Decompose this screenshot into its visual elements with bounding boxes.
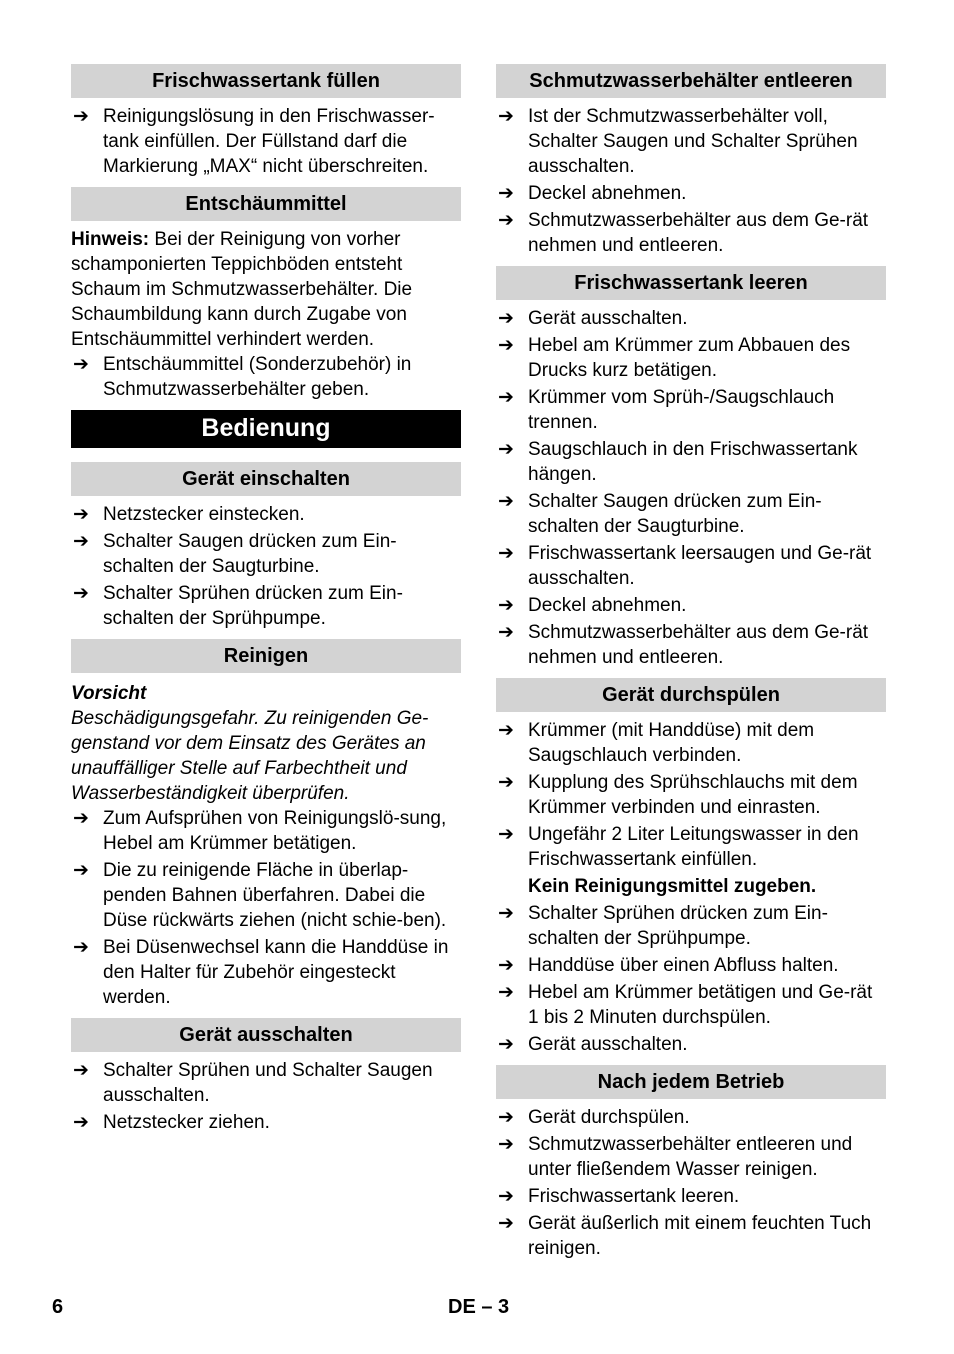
- arrow-right-icon: ➔: [498, 439, 514, 460]
- list-item: ➔ Saugschlauch in den Frischwassertank hängen.: [498, 439, 858, 485]
- hint-label: Hinweis:: [71, 229, 150, 250]
- list-item: ➔ Bei Düsenwechsel kann die Handdüse in den Halter für Zubehör eingesteckt werden.: [73, 937, 449, 1008]
- arrow-right-icon: ➔: [73, 1112, 89, 1133]
- arrow-right-icon: ➔: [498, 335, 514, 356]
- caution-label: Vorsicht: [71, 683, 147, 704]
- arrow-right-icon: ➔: [73, 531, 89, 552]
- step-list: [71, 806, 461, 1010]
- right-column: [496, 64, 886, 1269]
- list-item: ➔ Ist der Schmutzwasserbehälter voll, Schalter Saugen und Schalter Sprühen ausschalten.: [498, 106, 858, 177]
- left-column: [71, 64, 461, 1143]
- arrow-right-icon: ➔: [498, 903, 514, 924]
- arrow-right-icon: ➔: [73, 937, 89, 958]
- section-heading: Frischwassertank füllen: [71, 64, 461, 98]
- arrow-right-icon: ➔: [498, 106, 514, 127]
- section-heading: Frischwassertank leeren: [496, 266, 886, 300]
- hint-paragraph: [71, 227, 461, 352]
- arrow-right-icon: ➔: [498, 1034, 514, 1055]
- list-item: ➔ Deckel abnehmen.: [498, 595, 687, 616]
- list-item: ➔ Krümmer (mit Handdüse) mit dem Saugschlauch verbinden.: [498, 720, 815, 766]
- section-heading: Gerät einschalten: [71, 462, 461, 496]
- list-item: ➔ Die zu reinigende Fläche in überlap-penden Bahnen überfahren. Dabei die Düse rückwärts ziehen (nicht schie-ben).: [73, 860, 447, 931]
- arrow-right-icon: ➔: [498, 982, 514, 1003]
- list-item: ➔ Netzstecker ziehen.: [73, 1112, 270, 1133]
- list-item: ➔ Krümmer vom Sprüh-/Saugschlauch trennen.: [498, 387, 835, 433]
- hint-text: Bei der Reinigung von vorher schamponierten Teppichböden entsteht Schaum im Schmutzwasserbehälter. Die Schaumbildung kann durch Zugabe von Entschäummittel verhindert werden.: [71, 229, 413, 350]
- list-item: ➔ Gerät ausschalten.: [498, 1034, 688, 1055]
- step-list: [71, 352, 461, 402]
- list-item: ➔ Entschäummittel (Sonderzubehör) in Schmutzwasserbehälter geben.: [73, 354, 412, 400]
- arrow-right-icon: ➔: [498, 210, 514, 231]
- step-list: [71, 502, 461, 631]
- arrow-right-icon: ➔: [498, 824, 514, 845]
- list-item: ➔ Ungefähr 2 Liter Leitungswasser in den Frischwassertank einfüllen.: [498, 824, 859, 870]
- step-list: [71, 104, 461, 179]
- step-list: [496, 306, 886, 670]
- section-heading: Reinigen: [71, 639, 461, 673]
- list-item: ➔ Schmutzwasserbehälter entleeren und unter fließendem Wasser reinigen.: [498, 1134, 853, 1180]
- list-item: ➔ Reinigungslösung in den Frischwasser-tank einfüllen. Der Füllstand darf die Markierung „MAX“ nicht überschreiten.: [73, 106, 435, 177]
- list-item: ➔ Handdüse über einen Abfluss halten.: [498, 955, 839, 976]
- page-number: 6: [52, 1296, 64, 1318]
- section-heading: Gerät durchspülen: [496, 678, 886, 712]
- list-item: ➔ Schalter Sprühen drücken zum Ein-schalten der Sprühpumpe.: [73, 583, 403, 629]
- section-heading: Nach jedem Betrieb: [496, 1065, 886, 1099]
- list-item: ➔ Frischwassertank leersaugen und Ge-rät ausschalten.: [498, 543, 872, 589]
- list-item: ➔ Schalter Sprühen drücken zum Ein-schalten der Sprühpumpe.: [498, 903, 828, 949]
- list-item: ➔ Gerät äußerlich mit einem feuchten Tuch reinigen.: [498, 1213, 872, 1259]
- list-item: ➔ Schmutzwasserbehälter aus dem Ge-rät nehmen und entleeren.: [498, 210, 869, 256]
- section-heading: Schmutzwasserbehälter entleeren: [496, 64, 886, 98]
- list-item: ➔ Hebel am Krümmer zum Abbauen des Drucks kurz betätigen.: [498, 335, 851, 381]
- step-list: [496, 718, 886, 872]
- step-list: [496, 901, 886, 1057]
- arrow-right-icon: ➔: [498, 1107, 514, 1128]
- arrow-right-icon: ➔: [498, 1213, 514, 1234]
- step-list: [71, 1058, 461, 1135]
- arrow-right-icon: ➔: [498, 491, 514, 512]
- list-item: ➔ Hebel am Krümmer betätigen und Ge-rät 1 bis 2 Minuten durchspülen.: [498, 982, 873, 1028]
- arrow-right-icon: ➔: [498, 720, 514, 741]
- arrow-right-icon: ➔: [498, 1186, 514, 1207]
- list-item: ➔ Schalter Sprühen und Schalter Saugen ausschalten.: [73, 1060, 433, 1106]
- list-item: ➔ Schmutzwasserbehälter aus dem Ge-rät nehmen und entleeren.: [498, 622, 869, 668]
- list-item: ➔ Gerät durchspülen.: [498, 1107, 690, 1128]
- arrow-right-icon: ➔: [498, 595, 514, 616]
- arrow-right-icon: ➔: [498, 308, 514, 329]
- step-list: [496, 1105, 886, 1261]
- arrow-right-icon: ➔: [73, 504, 89, 525]
- arrow-right-icon: ➔: [73, 808, 89, 829]
- arrow-right-icon: ➔: [498, 387, 514, 408]
- arrow-right-icon: ➔: [498, 772, 514, 793]
- arrow-right-icon: ➔: [498, 543, 514, 564]
- arrow-right-icon: ➔: [498, 955, 514, 976]
- arrow-right-icon: ➔: [498, 183, 514, 204]
- list-item: ➔ Netzstecker einstecken.: [73, 504, 305, 525]
- chapter-heading: Bedienung: [71, 410, 461, 448]
- list-item: ➔ Zum Aufsprühen von Reinigungslö-sung, Hebel am Krümmer betätigen.: [73, 808, 447, 854]
- language-page-label: DE – 3: [448, 1296, 510, 1318]
- list-item: ➔ Kupplung des Sprühschlauchs mit dem Krümmer verbinden und einrasten.: [498, 772, 858, 818]
- list-item: ➔ Schalter Saugen drücken zum Ein-schalten der Saugturbine.: [498, 491, 822, 537]
- bold-note: Kein Reinigungsmittel zugeben.: [528, 876, 817, 897]
- arrow-right-icon: ➔: [498, 622, 514, 643]
- caution-text: Beschädigungsgefahr. Zu reinigenden Ge-genstand vor dem Einsatz des Gerätes an unauffälliger Stelle auf Farbechtheit und Wasserbeständigkeit überprüfen.: [71, 708, 429, 804]
- arrow-right-icon: ➔: [498, 1134, 514, 1155]
- section-heading: Entschäummittel: [71, 187, 461, 221]
- arrow-right-icon: ➔: [73, 354, 89, 375]
- arrow-right-icon: ➔: [73, 106, 89, 127]
- list-item: ➔ Frischwassertank leeren.: [498, 1186, 740, 1207]
- arrow-right-icon: ➔: [73, 860, 89, 881]
- list-item: ➔ Deckel abnehmen.: [498, 183, 687, 204]
- step-list: [496, 104, 886, 258]
- arrow-right-icon: ➔: [73, 1060, 89, 1081]
- section-heading: Gerät ausschalten: [71, 1018, 461, 1052]
- list-item: ➔ Schalter Saugen drücken zum Ein-schalten der Saugturbine.: [73, 531, 397, 577]
- arrow-right-icon: ➔: [73, 583, 89, 604]
- list-item: ➔ Gerät ausschalten.: [498, 308, 688, 329]
